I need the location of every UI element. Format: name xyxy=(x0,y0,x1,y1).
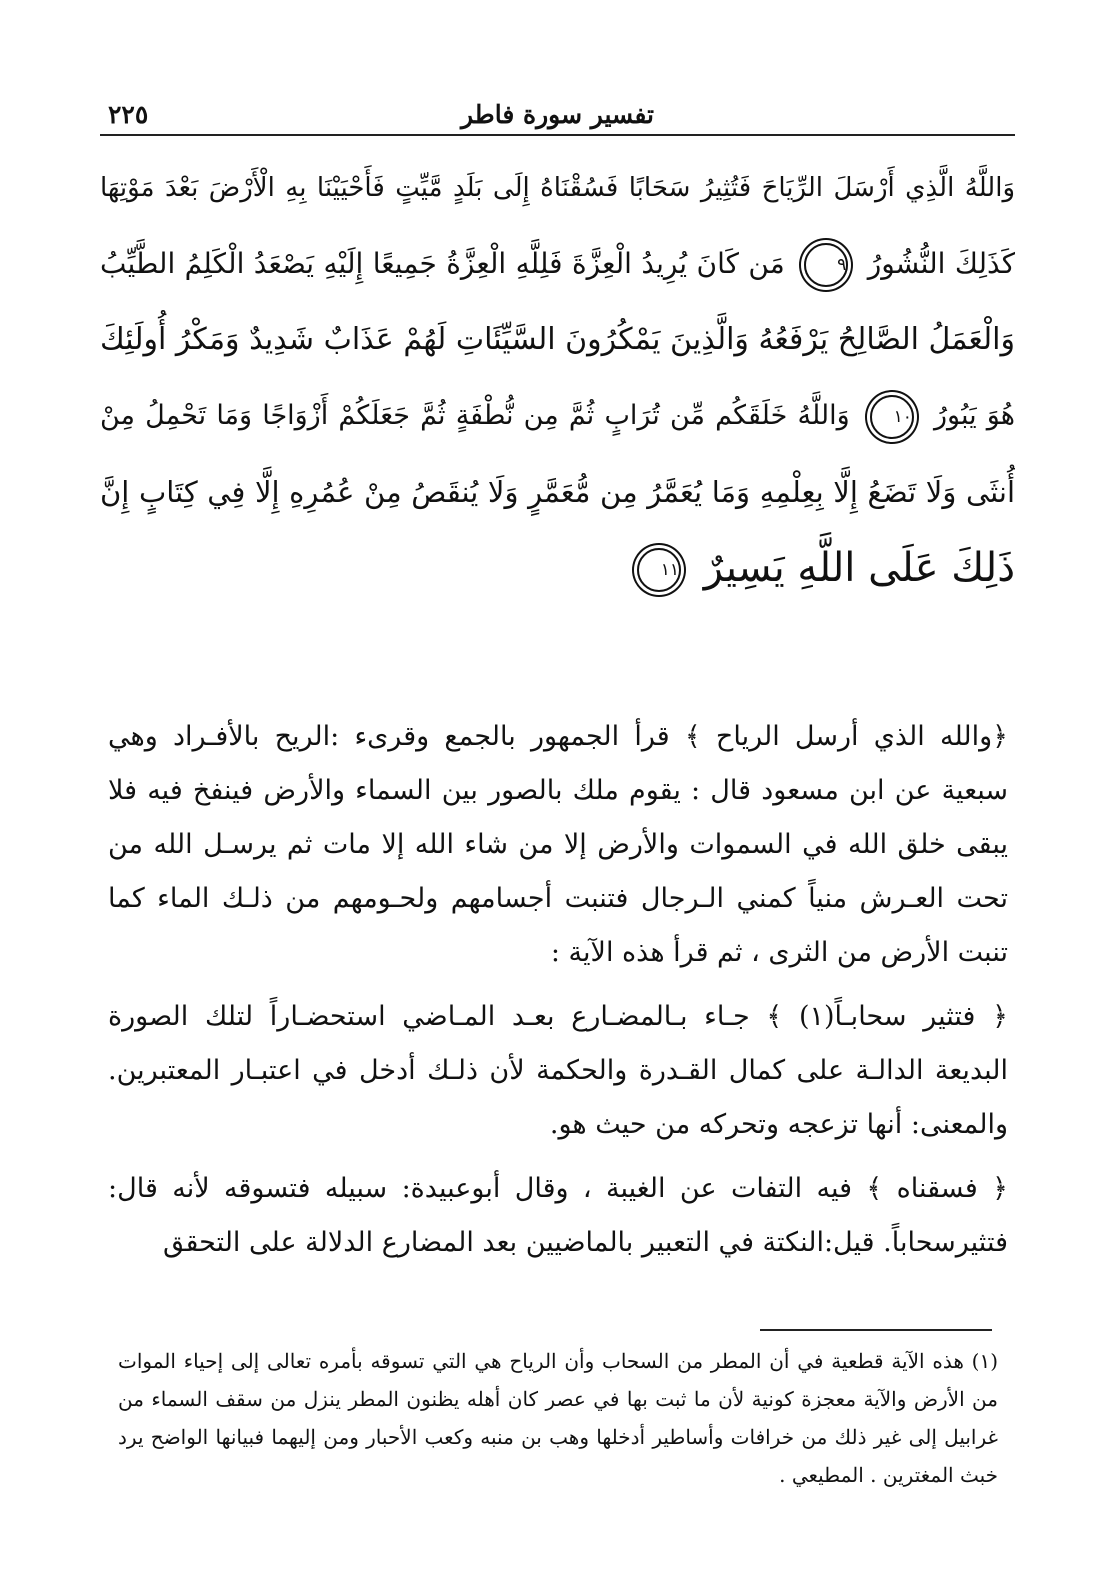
quran-line-text: ذَلِكَ عَلَى اللَّهِ يَسِيرٌ xyxy=(703,545,1015,591)
quran-line-text: أُنثَى وَلَا تَضَعُ إِلَّا بِعِلْمِهِ وَمَا يُعَمَّرُ مِن مُّعَمَّرٍ وَلَا يُنقَصُ مِنْ عُمُرِهِ إِلَّا فِي كِتَابٍ إِنَّ xyxy=(100,475,1015,509)
page-title: تفسير سورة فاطر xyxy=(461,100,654,129)
quran-line-text: وَالْعَمَلُ الصَّالِحُ يَرْفَعُهُ وَالَّذِينَ يَمْكُرُونَ السَّيِّئَاتِ لَهُمْ عَذَابٌ شَدِيدٌ وَمَكْرُ أُولَئِكَ xyxy=(100,322,1015,357)
quran-line-text: وَاللَّهُ الَّذِي أَرْسَلَ الرِّيَاحَ فَتُثِيرُ سَحَابًا فَسُقْنَاهُ إِلَى بَلَدٍ مَّيِّتٍ فَأَحْيَيْنَا بِهِ الْأَرْضَ بَعْدَ مَوْتِهَا xyxy=(100,173,1015,203)
page-number: ٢٢٥ xyxy=(108,100,149,129)
quran-line-text: هُوَ يَبُورُ xyxy=(934,400,1015,431)
footnote-divider xyxy=(760,1329,992,1331)
quran-line xyxy=(100,150,1015,226)
quran-line xyxy=(100,530,1015,606)
verse-number-marker: ١٠ xyxy=(870,395,914,439)
page-header xyxy=(100,92,1015,136)
quran-line xyxy=(100,454,1015,530)
verse-number-marker: ٩ xyxy=(804,243,848,287)
commentary-paragraph: ﴿ فسقناه ﴾ فيه التفات عن الغيبة ، وقال أبوعبيدة: سبيله فتسوقه لأنه قال: فتثيرسحاباً. قيل:النكتة في التعبير بالماضيين بعد المضارع الدلالة على التحقق xyxy=(108,1173,1008,1258)
commentary-paragraph: ﴿ فتثير سحابـاً(١) ﴾ جـاء بـالمضـارع بعـد المـاضي استحضـاراً لتلك الصورة البديعة الدالـة على كمال القـدرة والحكمة لأن ذلـك أدخل في اعتبـار المعتبرين. والمعنى: أنها تزعجه وتحركه من حيث هو. xyxy=(108,1001,1008,1140)
verse-number-marker: ١١ xyxy=(637,548,681,592)
quran-line xyxy=(100,226,1015,302)
commentary-paragraph: ﴿والله الذي أرسل الرياح ﴾ قرأ الجمهور بالجمع وقرىء :الريح بالأفـراد وهي سبعية عن ابن مسعود قال : يقوم ملك بالصور بين السماء والأرض فينفخ فيه فلا يبقى خلق الله في السموات والأرض إلا من شاء الله إلا مات ثم يرسـل الله من تحت العـرش منياً كمني الـرجال فتنبت أجسامهم ولحـومهم من ذلـك الماء كما تنبت الأرض من الثرى ، ثم قرأ هذه الآية : xyxy=(108,721,1008,968)
quran-line-text: مَن كَانَ يُرِيدُ الْعِزَّةَ فَلِلَّهِ الْعِزَّةُ جَمِيعًا إِلَيْهِ يَصْعَدُ الْكَلِمُ الطَّيِّبُ xyxy=(100,247,785,280)
quran-line-text: كَذَلِكَ النُّشُورُ xyxy=(867,247,1015,280)
header-rule xyxy=(100,134,1015,136)
quran-line-text: وَاللَّهُ خَلَقَكُم مِّن تُرَابٍ ثُمَّ مِن نُّطْفَةٍ ثُمَّ جَعَلَكُمْ أَزْوَاجًا وَمَا تَحْمِلُ مِنْ xyxy=(100,400,850,431)
quran-line xyxy=(100,378,1015,454)
footnote: (١) هذه الآية قطعية في أن المطر من السحاب وأن الرياح هي التي تسوقه بأمره تعالى إلى إحياء الموات من الأرض والآية معجزة كونية لأن ما ثبت بها في عصر كان أهله يظنون المطر ينزل من سقف السماء من غرابيل إلى غير ذلك من خرافات وأساطير أدخلها وهب بن منبه وكعب الأحبار ومن إليهما فبيانها الواضح يرد خبث المغترين . المطيعي . xyxy=(118,1349,998,1487)
commentary-block xyxy=(108,710,1008,1280)
quran-text-block xyxy=(100,150,1015,606)
quran-line xyxy=(100,302,1015,378)
